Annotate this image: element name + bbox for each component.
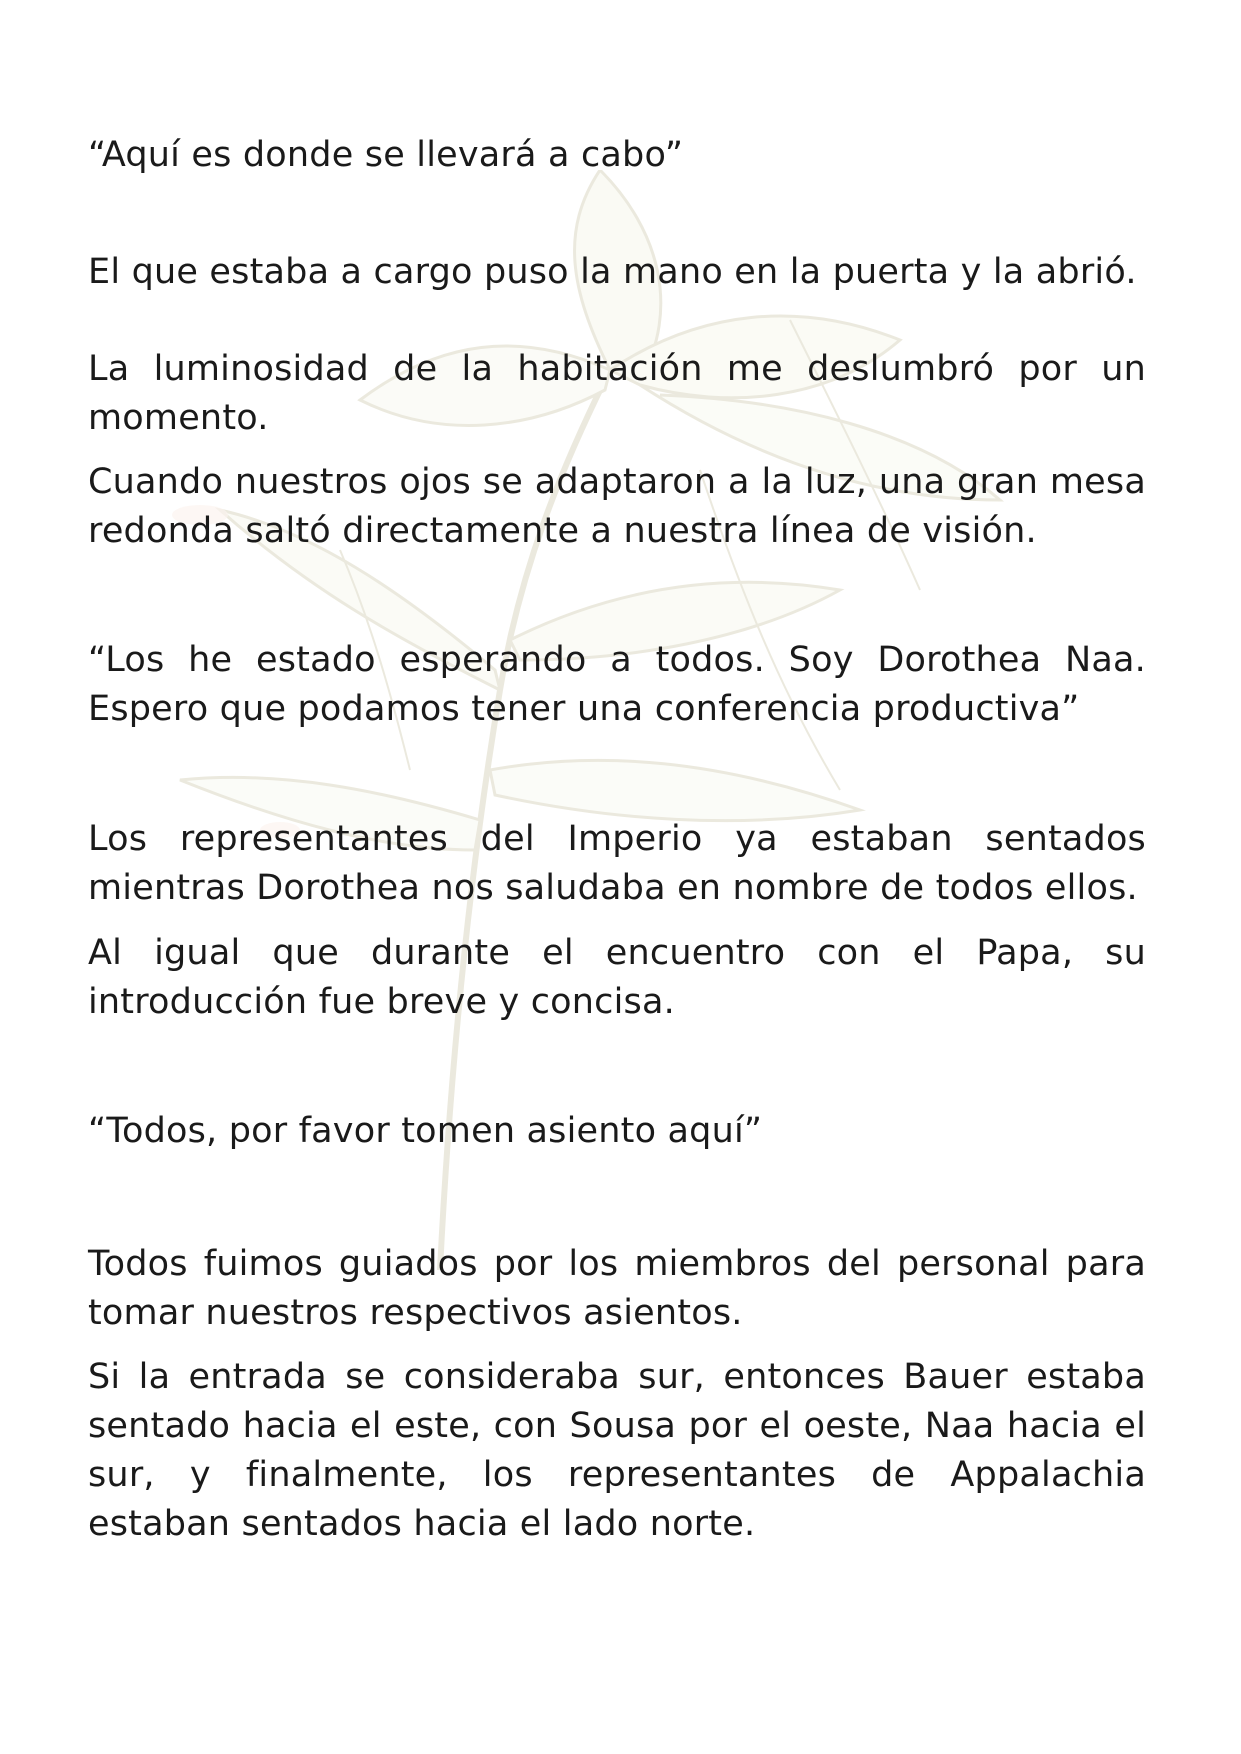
paragraph-9: Todos fuimos guiados por los miembros del personal para tomar nuestros respectivos asientos.: [88, 1244, 1146, 1333]
paragraph-2: El que estaba a cargo puso la mano en la puerta y la abrió.: [88, 252, 1137, 292]
paragraph-7: Al igual que durante el encuentro con el Papa, su introducción fue breve y concisa.: [88, 933, 1146, 1022]
paragraph-5: “Los he estado esperando a todos. Soy Dorothea Naa. Espero que podamos tener una conferencia productiva”: [88, 640, 1146, 729]
paragraph-6: Los representantes del Imperio ya estaban sentados mientras Dorothea nos saludaba en nombre de todos ellos.: [88, 819, 1146, 908]
paragraph-3: La luminosidad de la habitación me deslumbró por un momento.: [88, 349, 1146, 438]
paragraph-1: “Aquí es donde se llevará a cabo”: [88, 135, 684, 175]
paragraph-10: Si la entrada se consideraba sur, entonces Bauer estaba sentado hacia el este, con Sousa por el oeste, Naa hacia el sur, y finalmente, los representantes de Appalachia estaban sentados hacia el lado norte.: [88, 1357, 1146, 1544]
paragraph-4: Cuando nuestros ojos se adaptaron a la luz, una gran mesa redonda saltó directamente a nuestra línea de visión.: [88, 462, 1146, 551]
paragraph-8: “Todos, por favor tomen asiento aquí”: [88, 1111, 763, 1151]
